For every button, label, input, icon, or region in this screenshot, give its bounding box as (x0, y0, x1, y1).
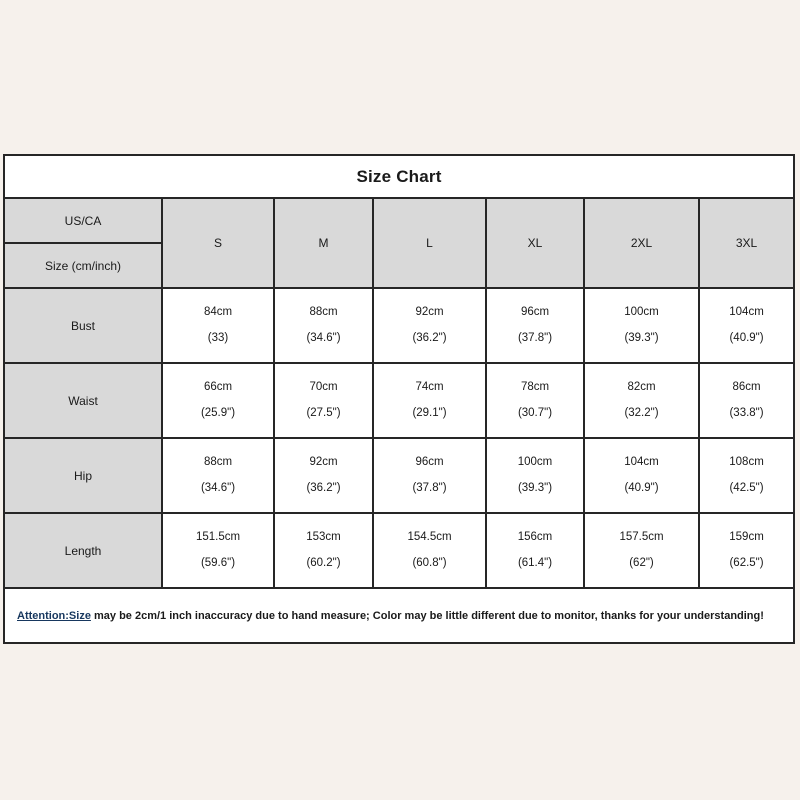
cell-waist-l (373, 363, 486, 438)
cm-value: 151.5cm (195, 530, 241, 543)
cm-value: 82cm (627, 380, 656, 393)
cm-value: 96cm (415, 455, 444, 468)
cm-value: 70cm (309, 380, 338, 393)
inch-value: (36.2") (306, 482, 341, 494)
row-label-hip: Hip (4, 438, 162, 513)
inch-value: (62.5") (729, 557, 764, 569)
row-label-length: Length (4, 513, 162, 588)
cm-value: 74cm (415, 380, 444, 393)
cm-value: 159cm (729, 530, 764, 543)
table-row-bust (4, 288, 794, 363)
cell-bust-l (373, 288, 486, 363)
size-chart-title: Size Chart (4, 155, 794, 198)
inch-value: (42.5") (729, 482, 764, 494)
header-size-3xl: 3XL (699, 198, 794, 288)
inch-value: (40.9") (729, 332, 764, 344)
attention-note-link: Attention:Size (17, 609, 91, 622)
cm-value: 156cm (517, 530, 553, 543)
cm-value: 88cm (309, 305, 338, 318)
cell-hip-m (274, 438, 373, 513)
cell-hip-l (373, 438, 486, 513)
inch-value: (30.7") (517, 407, 553, 419)
inch-value: (25.9") (200, 407, 236, 419)
cm-value: 84cm (203, 305, 233, 318)
header-size-2xl: 2XL (584, 198, 699, 288)
cell-hip-xl (486, 438, 584, 513)
cell-waist-m (274, 363, 373, 438)
cm-value: 66cm (203, 380, 233, 393)
inch-value: (62") (629, 557, 654, 569)
inch-value: (40.9") (624, 482, 659, 494)
header-region-label: US/CA (4, 198, 162, 243)
inch-value: (27.5") (306, 407, 341, 419)
cell-length-m (274, 513, 373, 588)
cell-waist-s (162, 363, 274, 438)
size-chart-table (3, 154, 795, 644)
cell-hip-s (162, 438, 274, 513)
inch-value: (33) (207, 332, 229, 344)
cm-value: 100cm (624, 305, 659, 318)
inch-value: (34.6") (306, 332, 341, 344)
cell-length-l (373, 513, 486, 588)
header-size-s: S (162, 198, 274, 288)
inch-value: (33.8") (729, 407, 764, 419)
cell-length-xl (486, 513, 584, 588)
cell-waist-xl (486, 363, 584, 438)
header-size-m: M (274, 198, 373, 288)
table-row-hip (4, 438, 794, 513)
inch-value: (29.1") (412, 407, 447, 419)
cell-bust-xl (486, 288, 584, 363)
cm-value: 96cm (520, 305, 550, 318)
cm-value: 88cm (203, 455, 233, 468)
cm-value: 100cm (517, 455, 553, 468)
cell-hip-2xl (584, 438, 699, 513)
cell-waist-2xl (584, 363, 699, 438)
cell-bust-3xl (699, 288, 794, 363)
inch-value: (39.3") (624, 332, 659, 344)
cm-value: 104cm (729, 305, 764, 318)
cm-value: 92cm (415, 305, 444, 318)
cm-value: 157.5cm (619, 530, 664, 543)
cell-waist-3xl (699, 363, 794, 438)
table-row-waist (4, 363, 794, 438)
cell-hip-3xl (699, 438, 794, 513)
cell-bust-s (162, 288, 274, 363)
inch-value: (37.8") (517, 332, 553, 344)
attention-note (4, 588, 794, 643)
row-label-bust: Bust (4, 288, 162, 363)
cell-length-2xl (584, 513, 699, 588)
title-row (4, 155, 794, 198)
table-row-length (4, 513, 794, 588)
cell-bust-2xl (584, 288, 699, 363)
inch-value: (37.8") (412, 482, 447, 494)
cm-value: 153cm (306, 530, 341, 543)
cm-value: 92cm (309, 455, 338, 468)
inch-value: (59.6") (200, 557, 236, 569)
cell-bust-m (274, 288, 373, 363)
inch-value: (39.3") (517, 482, 553, 494)
header-size-l: L (373, 198, 486, 288)
note-row (4, 588, 794, 643)
cm-value: 104cm (624, 455, 659, 468)
header-size-xl: XL (486, 198, 584, 288)
header-row-top (4, 198, 794, 243)
inch-value: (60.2") (306, 557, 341, 569)
inch-value: (34.6") (200, 482, 236, 494)
inch-value: (61.4") (517, 557, 553, 569)
cm-value: 78cm (520, 380, 550, 393)
inch-value: (60.8") (412, 557, 447, 569)
cell-length-s (162, 513, 274, 588)
cell-length-3xl (699, 513, 794, 588)
cm-value: 86cm (732, 380, 761, 393)
row-label-waist: Waist (4, 363, 162, 438)
inch-value: (36.2") (412, 332, 447, 344)
cm-value: 108cm (729, 455, 764, 468)
header-unit-label: Size (cm/inch) (4, 243, 162, 288)
inch-value: (32.2") (624, 407, 659, 419)
attention-note-text: may be 2cm/1 inch inaccuracy due to hand measure; Color may be little different due to monitor, thanks for your understanding! (90, 609, 764, 622)
cm-value: 154.5cm (407, 530, 452, 543)
